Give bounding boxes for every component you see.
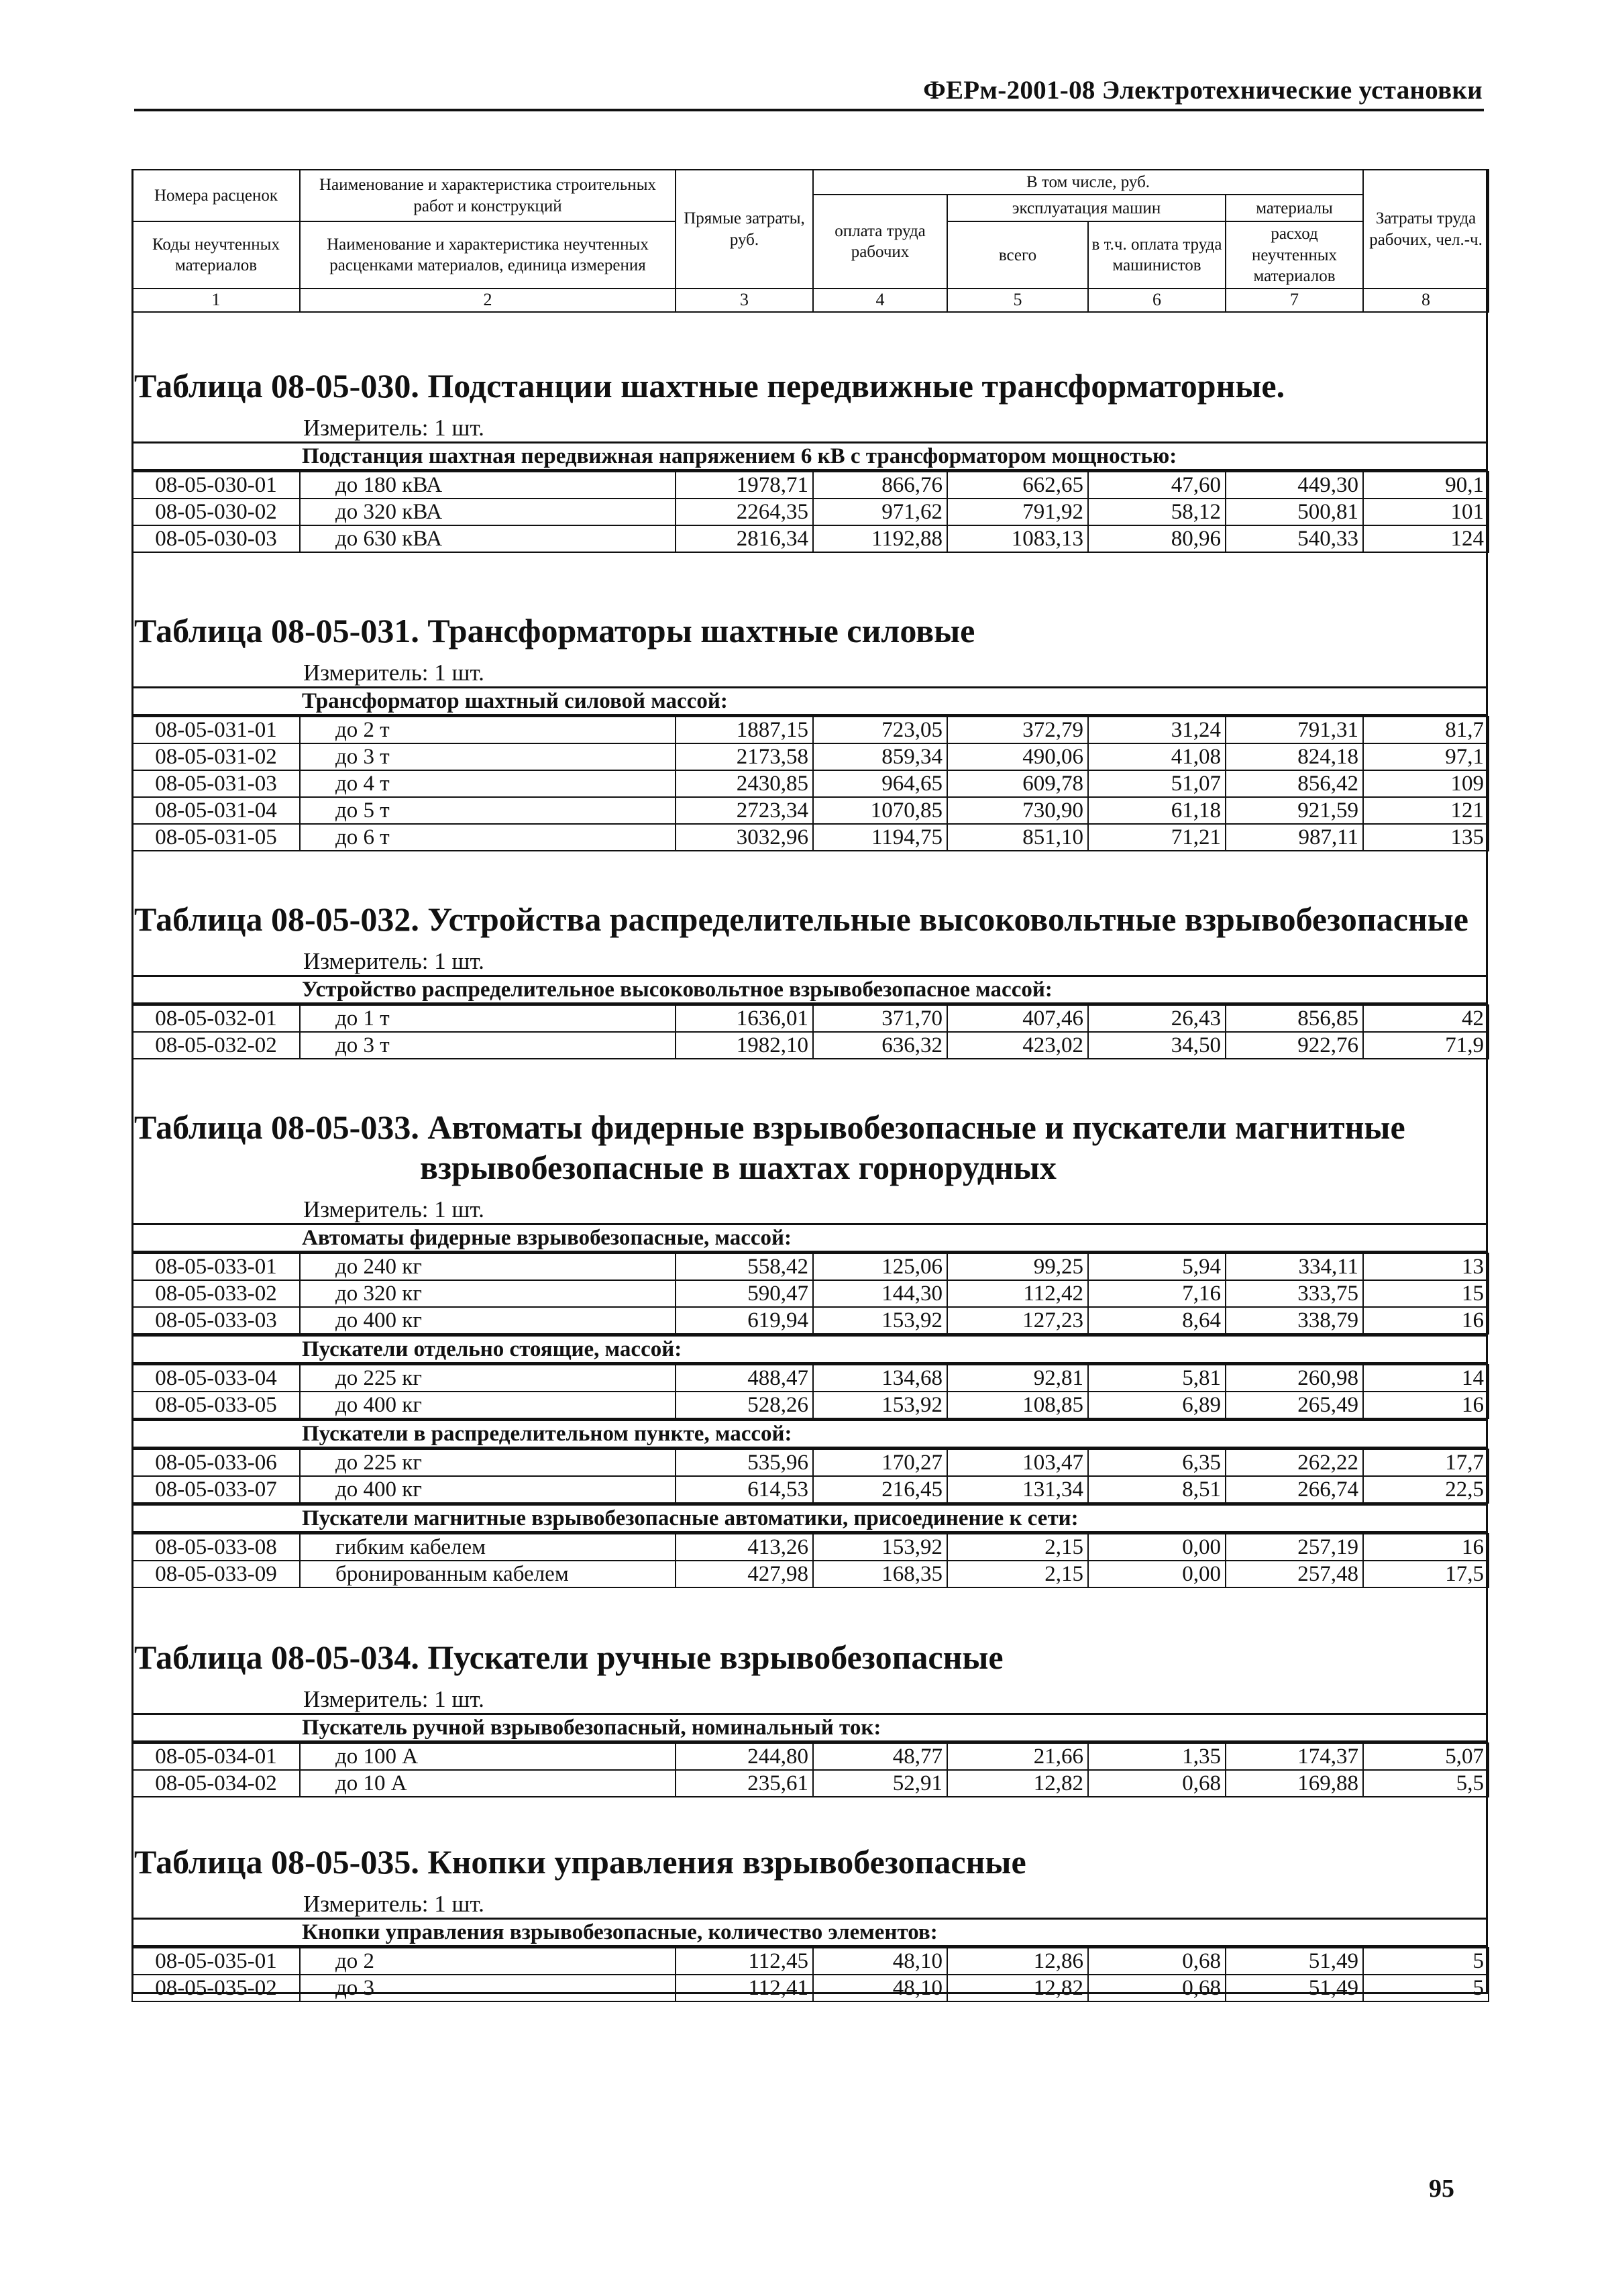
labor-pay-cell: 170,27 bbox=[813, 1449, 947, 1476]
rate-code-cell: 08-05-031-01 bbox=[132, 717, 300, 743]
measurement-unit: Измеритель: 1 шт. bbox=[303, 1686, 484, 1712]
table-row bbox=[132, 472, 1489, 499]
column-number: 6 bbox=[1088, 289, 1226, 312]
item-name-cell: до 225 кг bbox=[300, 1449, 676, 1476]
machines-total-cell: 12,86 bbox=[947, 1948, 1088, 1975]
item-name-cell: до 240 кг bbox=[300, 1253, 676, 1280]
rate-table-section bbox=[131, 1637, 1488, 1797]
rate-table-section bbox=[131, 1842, 1488, 2002]
workhours-cell: 16 bbox=[1363, 1534, 1489, 1561]
labor-pay-cell: 636,32 bbox=[813, 1032, 947, 1059]
header-labor-pay: оплата труда рабочих bbox=[813, 195, 947, 289]
machines-labor-cell: 26,43 bbox=[1088, 1005, 1226, 1032]
table-row bbox=[132, 824, 1489, 851]
workhours-cell: 101 bbox=[1363, 499, 1489, 525]
machines-total-cell: 12,82 bbox=[947, 1770, 1088, 1797]
item-name-cell: до 2 bbox=[300, 1948, 676, 1975]
item-name-cell: бронированным кабелем bbox=[300, 1561, 676, 1587]
rate-code-cell: 08-05-033-03 bbox=[132, 1307, 300, 1334]
item-name-cell: до 5 т bbox=[300, 797, 676, 824]
rate-code-cell: 08-05-035-02 bbox=[132, 1975, 300, 2001]
item-name-cell: до 400 кг bbox=[300, 1307, 676, 1334]
machines-total-cell: 407,46 bbox=[947, 1005, 1088, 1032]
direct-costs-cell: 488,47 bbox=[676, 1365, 813, 1392]
direct-costs-cell: 2173,58 bbox=[676, 743, 813, 770]
machines-total-cell: 127,23 bbox=[947, 1307, 1088, 1334]
workhours-cell: 13 bbox=[1363, 1253, 1489, 1280]
workhours-cell: 16 bbox=[1363, 1392, 1489, 1418]
rate-table-section bbox=[131, 366, 1488, 553]
item-name-cell: до 4 т bbox=[300, 770, 676, 797]
table-row bbox=[132, 525, 1489, 552]
group-label: Пускатели в распределительном пункте, массой: bbox=[131, 1419, 1488, 1449]
labor-pay-cell: 48,77 bbox=[813, 1743, 947, 1770]
materials-use-cell: 338,79 bbox=[1226, 1307, 1363, 1334]
machines-labor-cell: 0,00 bbox=[1088, 1561, 1226, 1587]
table-row bbox=[132, 770, 1489, 797]
table-row bbox=[132, 1534, 1489, 1561]
labor-pay-cell: 153,92 bbox=[813, 1534, 947, 1561]
labor-pay-cell: 52,91 bbox=[813, 1770, 947, 1797]
machines-total-cell: 490,06 bbox=[947, 743, 1088, 770]
direct-costs-cell: 427,98 bbox=[676, 1561, 813, 1587]
table-row bbox=[132, 1770, 1489, 1797]
measurement-unit: Измеритель: 1 шт. bbox=[303, 948, 484, 974]
machines-labor-cell: 6,35 bbox=[1088, 1449, 1226, 1476]
labor-pay-cell: 1070,85 bbox=[813, 797, 947, 824]
machines-labor-cell: 71,21 bbox=[1088, 824, 1226, 851]
group-label: Пускатели отдельно стоящие, массой: bbox=[131, 1335, 1488, 1364]
table-row bbox=[132, 1005, 1489, 1032]
table-row bbox=[132, 1280, 1489, 1307]
item-name-cell: до 2 т bbox=[300, 717, 676, 743]
machines-total-cell: 112,42 bbox=[947, 1280, 1088, 1307]
workhours-cell: 135 bbox=[1363, 824, 1489, 851]
materials-use-cell: 334,11 bbox=[1226, 1253, 1363, 1280]
rate-code-cell: 08-05-035-01 bbox=[132, 1948, 300, 1975]
materials-use-cell: 856,85 bbox=[1226, 1005, 1363, 1032]
section-title: Таблица 08-05-034. Пускатели ручные взрывобезопасные bbox=[134, 1638, 1004, 1676]
machines-labor-cell: 5,81 bbox=[1088, 1365, 1226, 1392]
rate-code-cell: 08-05-032-01 bbox=[132, 1005, 300, 1032]
machines-total-cell: 372,79 bbox=[947, 717, 1088, 743]
labor-pay-cell: 1192,88 bbox=[813, 525, 947, 552]
workhours-cell: 15 bbox=[1363, 1280, 1489, 1307]
materials-use-cell: 257,48 bbox=[1226, 1561, 1363, 1587]
rates-table bbox=[131, 471, 1489, 553]
table-row bbox=[132, 1032, 1489, 1059]
labor-pay-cell: 971,62 bbox=[813, 499, 947, 525]
machines-total-cell: 131,34 bbox=[947, 1476, 1088, 1503]
machines-labor-cell: 8,51 bbox=[1088, 1476, 1226, 1503]
direct-costs-cell: 2816,34 bbox=[676, 525, 813, 552]
rates-table bbox=[131, 1947, 1489, 2002]
direct-costs-cell: 112,41 bbox=[676, 1975, 813, 2001]
table-row bbox=[132, 1449, 1489, 1476]
direct-costs-cell: 1978,71 bbox=[676, 472, 813, 499]
labor-pay-cell: 723,05 bbox=[813, 717, 947, 743]
direct-costs-cell: 590,47 bbox=[676, 1280, 813, 1307]
header-work-name: Наименование и характеристика строительных работ и конструкций bbox=[300, 170, 676, 221]
section-title: Таблица 08-05-035. Кнопки управления взрывобезопасные bbox=[134, 1843, 1026, 1881]
direct-costs-cell: 235,61 bbox=[676, 1770, 813, 1797]
rate-code-cell: 08-05-033-09 bbox=[132, 1561, 300, 1587]
rate-code-cell: 08-05-033-04 bbox=[132, 1365, 300, 1392]
item-name-cell: до 400 кг bbox=[300, 1476, 676, 1503]
materials-use-cell: 51,49 bbox=[1226, 1975, 1363, 2001]
workhours-cell: 90,1 bbox=[1363, 472, 1489, 499]
direct-costs-cell: 413,26 bbox=[676, 1534, 813, 1561]
item-name-cell: до 100 А bbox=[300, 1743, 676, 1770]
materials-use-cell: 260,98 bbox=[1226, 1365, 1363, 1392]
item-name-cell: до 6 т bbox=[300, 824, 676, 851]
column-number: 5 bbox=[947, 289, 1088, 312]
materials-use-cell: 500,81 bbox=[1226, 499, 1363, 525]
group-label: Трансформатор шахтный силовой массой: bbox=[131, 686, 1488, 716]
labor-pay-cell: 964,65 bbox=[813, 770, 947, 797]
rate-code-cell: 08-05-031-03 bbox=[132, 770, 300, 797]
item-name-cell: до 3 т bbox=[300, 1032, 676, 1059]
rate-code-cell: 08-05-034-02 bbox=[132, 1770, 300, 1797]
machines-labor-cell: 0,68 bbox=[1088, 1948, 1226, 1975]
column-number: 8 bbox=[1363, 289, 1489, 312]
machines-total-cell: 103,47 bbox=[947, 1449, 1088, 1476]
machines-labor-cell: 58,12 bbox=[1088, 499, 1226, 525]
table-row bbox=[132, 797, 1489, 824]
machines-total-cell: 12,82 bbox=[947, 1975, 1088, 2001]
materials-use-cell: 333,75 bbox=[1226, 1280, 1363, 1307]
rates-table bbox=[131, 1742, 1489, 1797]
workhours-cell: 42 bbox=[1363, 1005, 1489, 1032]
labor-pay-cell: 153,92 bbox=[813, 1307, 947, 1334]
table-row bbox=[132, 1975, 1489, 2001]
workhours-cell: 5 bbox=[1363, 1948, 1489, 1975]
direct-costs-cell: 614,53 bbox=[676, 1476, 813, 1503]
table-row bbox=[132, 1307, 1489, 1334]
header-rate-numbers: Номера расценок bbox=[132, 170, 300, 221]
rates-table bbox=[131, 716, 1489, 851]
rates-table bbox=[131, 1533, 1489, 1588]
rate-table-section bbox=[131, 899, 1488, 1059]
labor-pay-cell: 144,30 bbox=[813, 1280, 947, 1307]
header-machines: эксплуатация машин bbox=[947, 195, 1226, 221]
measurement-unit: Измеритель: 1 шт. bbox=[303, 1196, 484, 1222]
workhours-cell: 121 bbox=[1363, 797, 1489, 824]
labor-pay-cell: 48,10 bbox=[813, 1948, 947, 1975]
machines-total-cell: 423,02 bbox=[947, 1032, 1088, 1059]
document-title: ФЕРм-2001-08 Электротехнические установки bbox=[923, 76, 1483, 105]
direct-costs-cell: 2723,34 bbox=[676, 797, 813, 824]
labor-pay-cell: 48,10 bbox=[813, 1975, 947, 2001]
machines-labor-cell: 0,68 bbox=[1088, 1975, 1226, 2001]
page-number: 95 bbox=[1429, 2175, 1454, 2203]
machines-labor-cell: 47,60 bbox=[1088, 472, 1226, 499]
measurement-unit: Измеритель: 1 шт. bbox=[303, 660, 484, 686]
workhours-cell: 71,9 bbox=[1363, 1032, 1489, 1059]
rate-code-cell: 08-05-033-07 bbox=[132, 1476, 300, 1503]
machines-total-cell: 99,25 bbox=[947, 1253, 1088, 1280]
workhours-cell: 17,7 bbox=[1363, 1449, 1489, 1476]
machines-total-cell: 108,85 bbox=[947, 1392, 1088, 1418]
section-title: Таблица 08-05-032. Устройства распределительные высоковольтные взрывобезопасные bbox=[134, 900, 1468, 938]
header-machines-total: всего bbox=[947, 221, 1088, 289]
direct-costs-cell: 112,45 bbox=[676, 1948, 813, 1975]
machines-total-cell: 730,90 bbox=[947, 797, 1088, 824]
machines-labor-cell: 31,24 bbox=[1088, 717, 1226, 743]
materials-use-cell: 540,33 bbox=[1226, 525, 1363, 552]
rates-table bbox=[131, 1253, 1489, 1335]
rate-code-cell: 08-05-031-04 bbox=[132, 797, 300, 824]
column-number: 1 bbox=[132, 289, 300, 312]
group-label: Устройство распределительное высоковольтное взрывобезопасное массой: bbox=[131, 975, 1488, 1004]
materials-use-cell: 266,74 bbox=[1226, 1476, 1363, 1503]
materials-use-cell: 922,76 bbox=[1226, 1032, 1363, 1059]
item-name-cell: до 630 кВА bbox=[300, 525, 676, 552]
column-number: 3 bbox=[676, 289, 813, 312]
item-name-cell: до 180 кВА bbox=[300, 472, 676, 499]
machines-labor-cell: 5,94 bbox=[1088, 1253, 1226, 1280]
rate-code-cell: 08-05-031-05 bbox=[132, 824, 300, 851]
section-title-continued: взрывобезопасные в шахтах горнорудных bbox=[420, 1149, 1057, 1186]
machines-labor-cell: 7,16 bbox=[1088, 1280, 1226, 1307]
direct-costs-cell: 2264,35 bbox=[676, 499, 813, 525]
labor-pay-cell: 371,70 bbox=[813, 1005, 947, 1032]
labor-pay-cell: 153,92 bbox=[813, 1392, 947, 1418]
workhours-cell: 81,7 bbox=[1363, 717, 1489, 743]
direct-costs-cell: 558,42 bbox=[676, 1253, 813, 1280]
machines-labor-cell: 51,07 bbox=[1088, 770, 1226, 797]
rates-table bbox=[131, 1004, 1489, 1059]
materials-use-cell: 174,37 bbox=[1226, 1743, 1363, 1770]
machines-labor-cell: 8,64 bbox=[1088, 1307, 1226, 1334]
workhours-cell: 97,1 bbox=[1363, 743, 1489, 770]
machines-total-cell: 1083,13 bbox=[947, 525, 1088, 552]
materials-use-cell: 987,11 bbox=[1226, 824, 1363, 851]
header-workhours: Затраты труда рабочих, чел.-ч. bbox=[1363, 170, 1489, 289]
rate-code-cell: 08-05-034-01 bbox=[132, 1743, 300, 1770]
direct-costs-cell: 3032,96 bbox=[676, 824, 813, 851]
materials-use-cell: 265,49 bbox=[1226, 1392, 1363, 1418]
rate-code-cell: 08-05-033-06 bbox=[132, 1449, 300, 1476]
machines-total-cell: 791,92 bbox=[947, 499, 1088, 525]
item-name-cell: до 400 кг bbox=[300, 1392, 676, 1418]
section-title: Таблица 08-05-033. Автоматы фидерные взрывобезопасные и пускатели магнитные bbox=[134, 1108, 1405, 1146]
table-row bbox=[132, 1253, 1489, 1280]
direct-costs-cell: 528,26 bbox=[676, 1392, 813, 1418]
machines-labor-cell: 41,08 bbox=[1088, 743, 1226, 770]
machines-total-cell: 92,81 bbox=[947, 1365, 1088, 1392]
direct-costs-cell: 1887,15 bbox=[676, 717, 813, 743]
header-rule bbox=[134, 109, 1484, 111]
measurement-unit: Измеритель: 1 шт. bbox=[303, 1891, 484, 1917]
measurement-unit: Измеритель: 1 шт. bbox=[303, 415, 484, 441]
table-row bbox=[132, 1392, 1489, 1418]
rate-code-cell: 08-05-030-02 bbox=[132, 499, 300, 525]
rate-code-cell: 08-05-033-08 bbox=[132, 1534, 300, 1561]
labor-pay-cell: 134,68 bbox=[813, 1365, 947, 1392]
column-number: 2 bbox=[300, 289, 676, 312]
labor-pay-cell: 216,45 bbox=[813, 1476, 947, 1503]
header-direct-costs: Прямые затраты, руб. bbox=[676, 170, 813, 289]
table-row bbox=[132, 717, 1489, 743]
direct-costs-cell: 535,96 bbox=[676, 1449, 813, 1476]
materials-use-cell: 449,30 bbox=[1226, 472, 1363, 499]
direct-costs-cell: 1982,10 bbox=[676, 1032, 813, 1059]
machines-total-cell: 662,65 bbox=[947, 472, 1088, 499]
labor-pay-cell: 866,76 bbox=[813, 472, 947, 499]
materials-use-cell: 262,22 bbox=[1226, 1449, 1363, 1476]
group-label: Автоматы фидерные взрывобезопасные, массой: bbox=[131, 1223, 1488, 1253]
materials-use-cell: 169,88 bbox=[1226, 1770, 1363, 1797]
table-row bbox=[132, 1365, 1489, 1392]
header-material-names: Наименование и характеристика неучтенных расценками материалов, единица измерения bbox=[300, 221, 676, 289]
direct-costs-cell: 2430,85 bbox=[676, 770, 813, 797]
direct-costs-cell: 619,94 bbox=[676, 1307, 813, 1334]
rates-table bbox=[131, 1449, 1489, 1504]
item-name-cell: до 320 кг bbox=[300, 1280, 676, 1307]
item-name-cell: до 1 т bbox=[300, 1005, 676, 1032]
machines-labor-cell: 0,68 bbox=[1088, 1770, 1226, 1797]
machines-total-cell: 609,78 bbox=[947, 770, 1088, 797]
item-name-cell: до 3 т bbox=[300, 743, 676, 770]
group-label: Подстанция шахтная передвижная напряжением 6 кВ с трансформатором мощностью: bbox=[131, 441, 1488, 471]
header-material-codes: Коды неучтенных материалов bbox=[132, 221, 300, 289]
section-title: Таблица 08-05-030. Подстанции шахтные передвижные трансформаторные. bbox=[134, 367, 1285, 405]
workhours-cell: 17,5 bbox=[1363, 1561, 1489, 1587]
machines-labor-cell: 61,18 bbox=[1088, 797, 1226, 824]
direct-costs-cell: 1636,01 bbox=[676, 1005, 813, 1032]
table-row bbox=[132, 499, 1489, 525]
workhours-cell: 14 bbox=[1363, 1365, 1489, 1392]
column-number: 4 bbox=[813, 289, 947, 312]
materials-use-cell: 51,49 bbox=[1226, 1948, 1363, 1975]
group-label: Пускатель ручной взрывобезопасный, номинальный ток: bbox=[131, 1713, 1488, 1742]
item-name-cell: до 225 кг bbox=[300, 1365, 676, 1392]
materials-use-cell: 257,19 bbox=[1226, 1534, 1363, 1561]
rate-code-cell: 08-05-033-02 bbox=[132, 1280, 300, 1307]
table-row bbox=[132, 1476, 1489, 1503]
labor-pay-cell: 1194,75 bbox=[813, 824, 947, 851]
rate-code-cell: 08-05-033-01 bbox=[132, 1253, 300, 1280]
workhours-cell: 5,07 bbox=[1363, 1743, 1489, 1770]
materials-use-cell: 824,18 bbox=[1226, 743, 1363, 770]
labor-pay-cell: 125,06 bbox=[813, 1253, 947, 1280]
rate-code-cell: 08-05-031-02 bbox=[132, 743, 300, 770]
header-materials: материалы bbox=[1226, 195, 1363, 221]
workhours-cell: 22,5 bbox=[1363, 1476, 1489, 1503]
machines-total-cell: 2,15 bbox=[947, 1534, 1088, 1561]
machines-total-cell: 21,66 bbox=[947, 1743, 1088, 1770]
machines-labor-cell: 34,50 bbox=[1088, 1032, 1226, 1059]
materials-use-cell: 856,42 bbox=[1226, 770, 1363, 797]
machines-labor-cell: 0,00 bbox=[1088, 1534, 1226, 1561]
table-row bbox=[132, 1743, 1489, 1770]
materials-use-cell: 791,31 bbox=[1226, 717, 1363, 743]
table-row bbox=[132, 1948, 1489, 1975]
workhours-cell: 5 bbox=[1363, 1975, 1489, 2001]
direct-costs-cell: 244,80 bbox=[676, 1743, 813, 1770]
machines-labor-cell: 1,35 bbox=[1088, 1743, 1226, 1770]
table-row bbox=[132, 1561, 1489, 1587]
workhours-cell: 124 bbox=[1363, 525, 1489, 552]
rates-table bbox=[131, 1364, 1489, 1419]
column-header-table bbox=[131, 169, 1489, 313]
column-number: 7 bbox=[1226, 289, 1363, 312]
rate-table-section bbox=[131, 611, 1488, 851]
machines-labor-cell: 6,89 bbox=[1088, 1392, 1226, 1418]
group-label: Кнопки управления взрывобезопасные, количество элементов: bbox=[131, 1918, 1488, 1947]
rate-code-cell: 08-05-033-05 bbox=[132, 1392, 300, 1418]
table-row bbox=[132, 743, 1489, 770]
machines-total-cell: 2,15 bbox=[947, 1561, 1088, 1587]
item-name-cell: до 320 кВА bbox=[300, 499, 676, 525]
group-label: Пускатели магнитные взрывобезопасные автоматики, присоединение к сети: bbox=[131, 1504, 1488, 1533]
machines-labor-cell: 80,96 bbox=[1088, 525, 1226, 552]
section-title: Таблица 08-05-031. Трансформаторы шахтные силовые bbox=[134, 612, 975, 649]
machines-total-cell: 851,10 bbox=[947, 824, 1088, 851]
rate-code-cell: 08-05-030-01 bbox=[132, 472, 300, 499]
item-name-cell: до 3 bbox=[300, 1975, 676, 2001]
header-machines-labor: в т.ч. оплата труда машинистов bbox=[1088, 221, 1226, 289]
item-name-cell: гибким кабелем bbox=[300, 1534, 676, 1561]
header-materials-use: расход неучтенных материалов bbox=[1226, 221, 1363, 289]
materials-use-cell: 921,59 bbox=[1226, 797, 1363, 824]
workhours-cell: 16 bbox=[1363, 1307, 1489, 1334]
item-name-cell: до 10 А bbox=[300, 1770, 676, 1797]
header-including: В том числе, руб. bbox=[813, 170, 1363, 195]
workhours-cell: 5,5 bbox=[1363, 1770, 1489, 1797]
rate-code-cell: 08-05-030-03 bbox=[132, 525, 300, 552]
labor-pay-cell: 859,34 bbox=[813, 743, 947, 770]
rate-table-section bbox=[131, 1107, 1488, 1588]
labor-pay-cell: 168,35 bbox=[813, 1561, 947, 1587]
rate-code-cell: 08-05-032-02 bbox=[132, 1032, 300, 1059]
workhours-cell: 109 bbox=[1363, 770, 1489, 797]
